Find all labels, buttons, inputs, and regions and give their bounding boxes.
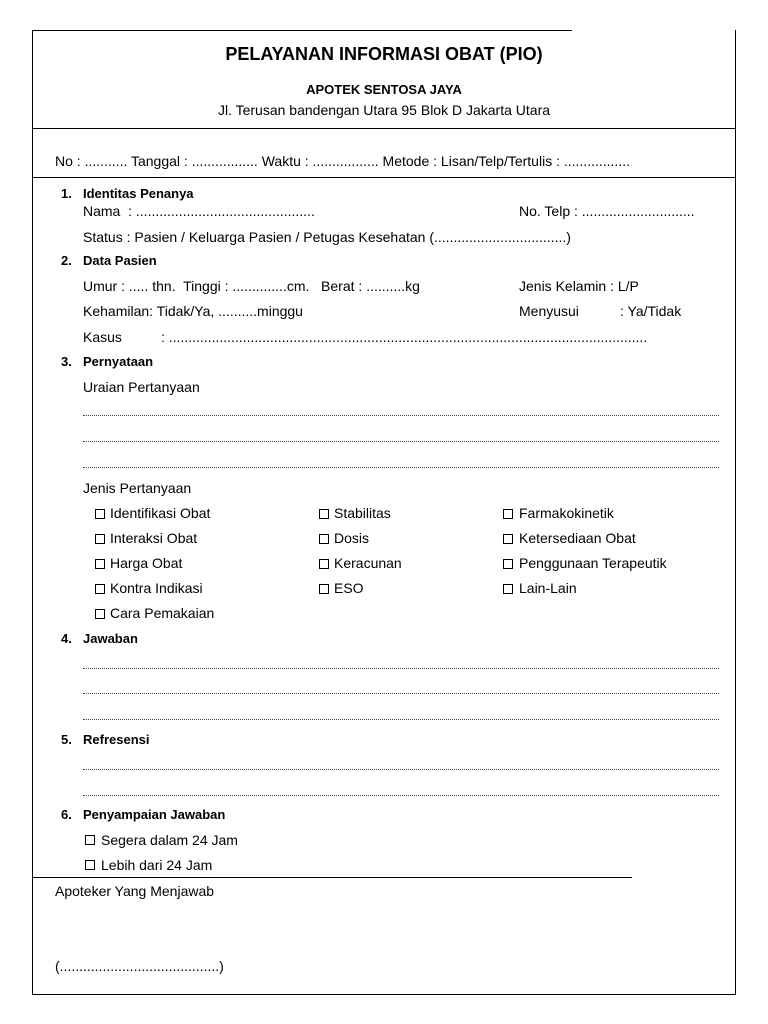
section-1-heading: Identitas Penanya [83, 186, 194, 201]
section-6-heading: Penyampaian Jawaban [83, 807, 226, 822]
checkbox-segera[interactable] [85, 835, 95, 845]
menyusui-label: Menyusui [519, 303, 579, 319]
uraian-line-3[interactable] [83, 467, 719, 468]
umur-field[interactable]: Umur : ..... thn. Tinggi : ..............cm. Berat : ..........kg [83, 278, 420, 294]
kasus-label: Kasus [83, 329, 122, 345]
frame-right-line [735, 30, 736, 995]
checkbox-dosis[interactable] [319, 534, 329, 544]
referensi-line-2[interactable] [83, 795, 719, 796]
option-dosis: Dosis [334, 530, 370, 546]
section-3-number: 3. [61, 354, 72, 369]
checkbox-ketersediaan-obat[interactable] [503, 534, 513, 544]
section-4-number: 4. [61, 631, 72, 646]
uraian-line-1[interactable] [83, 415, 719, 416]
frame-top-line [32, 30, 572, 31]
jawaban-line-3[interactable] [83, 719, 719, 720]
option-kontra-indikasi: Kontra Indikasi [110, 580, 203, 596]
checkbox-penggunaan-terapeutik[interactable] [503, 559, 513, 569]
kelamin-field[interactable]: Jenis Kelamin : L/P [519, 278, 639, 294]
footer-divider [32, 877, 632, 878]
section-5-heading: Refresensi [83, 732, 150, 747]
option-ketersediaan-obat: Ketersediaan Obat [519, 530, 636, 546]
kasus-field[interactable]: : ........................................................................................................................... [161, 329, 648, 345]
signature-field[interactable]: (.........................................) [55, 958, 224, 974]
jenis-label: Jenis Pertanyaan [83, 480, 192, 496]
kehamilan-field[interactable]: Kehamilan: Tidak/Ya, ..........minggu [83, 303, 303, 319]
checkbox-keracunan[interactable] [319, 559, 329, 569]
option-stabilitas: Stabilitas [334, 505, 391, 521]
checkbox-eso[interactable] [319, 584, 329, 594]
meta-line[interactable]: No : ........... Tanggal : ................. Waktu : ................. Metode : Lisan/Telp/Tertulis : ................. [55, 153, 630, 169]
option-interaksi-obat: Interaksi Obat [110, 530, 198, 546]
section-6-number: 6. [61, 807, 72, 822]
option-keracunan: Keracunan [334, 555, 402, 571]
option-identifikasi-obat: Identifikasi Obat [110, 505, 211, 521]
checkbox-interaksi-obat[interactable] [95, 534, 105, 544]
jawaban-line-2[interactable] [83, 693, 719, 694]
pharmacy-address: Jl. Terusan bandengan Utara 95 Blok D Jakarta Utara [217, 102, 551, 118]
option-farmakokinetik: Farmakokinetik [519, 505, 614, 521]
menyusui-field[interactable]: : Ya/Tidak [620, 303, 682, 319]
apoteker-label: Apoteker Yang Menjawab [55, 883, 215, 899]
pharmacy-name: APOTEK SENTOSA JAYA [306, 82, 462, 97]
form-title: PELAYANAN INFORMASI OBAT (PIO) [225, 44, 543, 64]
meta-divider [32, 177, 736, 178]
checkbox-stabilitas[interactable] [319, 509, 329, 519]
header-divider [32, 128, 736, 129]
section-1-number: 1. [61, 186, 72, 201]
option-penggunaan-terapeutik: Penggunaan Terapeutik [519, 555, 667, 571]
checkbox-lebih[interactable] [85, 860, 95, 870]
section-3-heading: Pernyataan [83, 354, 154, 369]
checkbox-cara-pemakaian[interactable] [95, 609, 105, 619]
section-2-number: 2. [61, 253, 72, 268]
checkbox-lain-lain[interactable] [503, 584, 513, 594]
jawaban-line-1[interactable] [83, 668, 719, 669]
section-5-number: 5. [61, 732, 72, 747]
uraian-line-2[interactable] [83, 441, 719, 442]
section-4-heading: Jawaban [83, 631, 138, 646]
frame-bottom-line [32, 994, 736, 995]
checkbox-identifikasi-obat[interactable] [95, 509, 105, 519]
option-eso: ESO [334, 580, 364, 596]
option-segera: Segera dalam 24 Jam [101, 832, 238, 848]
uraian-label: Uraian Pertanyaan [83, 379, 200, 395]
checkbox-farmakokinetik[interactable] [503, 509, 513, 519]
telp-field[interactable]: No. Telp : ............................. [519, 203, 695, 219]
option-lain-lain: Lain-Lain [519, 580, 577, 596]
frame-left-line [32, 30, 33, 995]
checkbox-harga-obat[interactable] [95, 559, 105, 569]
nama-field[interactable]: Nama : .............................................. [83, 203, 315, 219]
option-harga-obat: Harga Obat [110, 555, 183, 571]
option-cara-pemakaian: Cara Pemakaian [110, 605, 215, 621]
checkbox-kontra-indikasi[interactable] [95, 584, 105, 594]
status-field[interactable]: Status : Pasien / Keluarga Pasien / Petugas Kesehatan (..................................) [83, 229, 571, 245]
referensi-line-1[interactable] [83, 769, 719, 770]
option-lebih: Lebih dari 24 Jam [101, 857, 213, 873]
section-2-heading: Data Pasien [83, 253, 157, 268]
